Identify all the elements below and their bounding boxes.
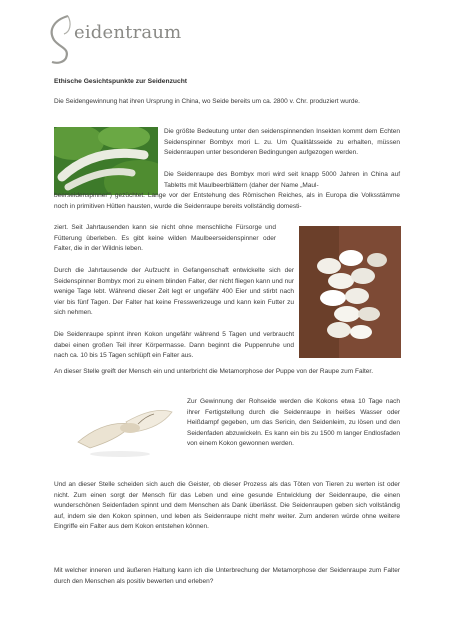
paragraph-5: Die Seidenraupe spinnt ihren Kokon ungefähr während 5 Tagen und verbraucht dabei einen großen Teil ihrer Körpermasse. Dann beginnt die Puppenruhe und nach ca. 10 bis 15 Tagen schlüpft ein Falter aus. [54, 331, 294, 360]
paragraph-9: Mit welcher inneren und äußeren Haltung kann ich die Unterbrechung der Metamorphose der Seidenraupe zum Falter durch den Menschen als positiv bewerten und erleben? [54, 567, 400, 585]
silkworm-photo [54, 127, 158, 195]
cocoons-photo [299, 226, 401, 358]
paragraph-3c: ziert. Seit Jahrtausenden kann sie nicht ohne menschliche Fürsorge und Fütterung überleben. Es gibt keine wilden Maulbeerseidenspinner oder Falter, die in der Wildnis leben. [54, 224, 276, 253]
paragraph-7: Zur Gewinnung der Rohseide werden die Kokons etwa 10 Tage nach ihrer Fertigstellung durch die Seidenraupe in heißes Wasser oder Heißdampf gegeben, um das Sericin, den Seidenleim, zu lösen und den Seidenfaden abzuwickeln. Es kann ein bis zu 1500 m langer Endlosfaden von einem Kokon gewonnen werden. [187, 398, 400, 448]
page-title: Ethische Gesichtspunkte zur Seidenzucht [54, 78, 188, 85]
paragraph-3a: Die Seidenraupe des Bombyx mori wird seit knapp 5000 Jahren in China auf Tabletts mit Maulbeerblättern (daher der Name „Maul- [164, 171, 400, 189]
paragraph-2: Die größte Bedeutung unter den seidenspinnenden Insekten kommt dem Echten Seidenspinner Bombyx mori L. zu. Um Qualitätsseide zu erhalten, müssen Seidenraupen unter besonderen Bedingungen aufgezogen werden. [164, 128, 400, 157]
paragraph-4: Durch die Jahrtausende der Aufzucht in Gefangenschaft entwickelte sich der Seidenspinner Bombyx mori zu einem blinden Falter, der nicht fliegen kann und nur wenige Tage lebt. Während dieser Zeit legt er ungefähr 400 Eier und stirbt nach vier bis fünf Tagen. Der Falter hat keine Fresswerkzeuge und kann kein Futter zu sich nehmen. [54, 267, 294, 317]
logo [44, 14, 194, 64]
logo-text: eidentraum [74, 22, 182, 43]
paragraph-3b: beerseidenspinner") gezüchtet. Lange vor der Entstehung des Römischen Reiches, als in Europa die Volksstämme noch in primitiven Hütten hausten, wurde die Seidenraupe bereits vollständig domesti- [54, 192, 400, 210]
moth-photo [68, 398, 178, 460]
paragraph-8: Und an dieser Stelle scheiden sich auch die Geister, ob dieser Prozess als das Töten von Tieren zu werten ist oder nicht. Zum einen sorgt der Mensch für das Leben und eine gesunde Entwicklung der Seidenraupe, die einen wunderschönen Seidenfaden spinnt und dem Menschen als Dank überlässt. Die Seidenraupen geben sich vollständig auf, indem sie den Kokon spinnen, und leben als Seidenraupe nicht mehr weiter. Zum anderen würde ohne weitere Eingriffe ein Falter aus dem Kokon entstehen können. [54, 481, 400, 531]
paragraph-1: Die Seidengewinnung hat ihren Ursprung in China, wo Seide bereits um ca. 2800 v. Chr. produziert wurde. [54, 98, 360, 105]
paragraph-6: An dieser Stelle greift der Mensch ein und unterbricht die Metamorphose der Puppe von der Raupe zum Falter. [54, 368, 374, 375]
